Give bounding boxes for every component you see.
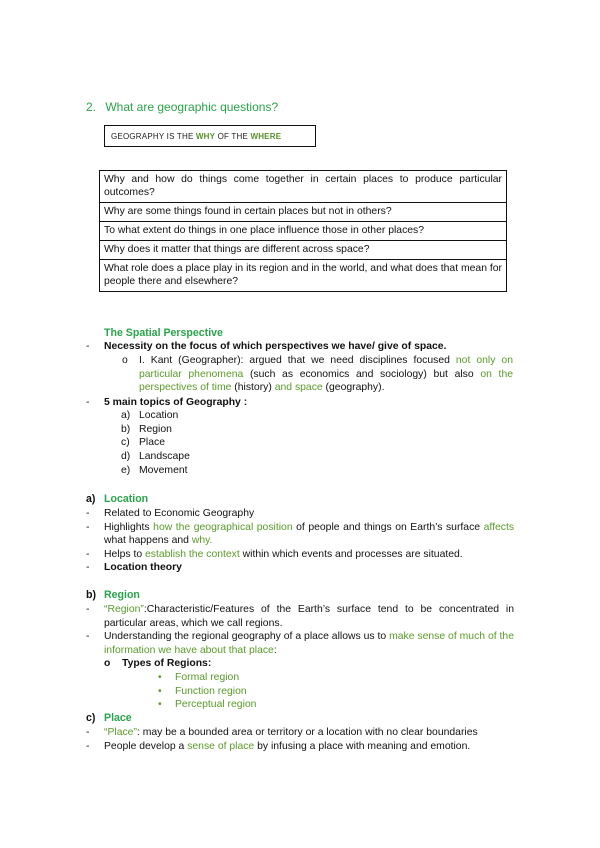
topic-marker: b) [121, 423, 131, 435]
region-type: Function region [175, 685, 247, 697]
questions-table [99, 170, 507, 292]
dash-marker: - [86, 521, 90, 533]
location-list [86, 507, 514, 575]
list-item [121, 464, 190, 478]
table-cell: Why does it matter that things are different across space? [100, 241, 507, 260]
list-item [121, 450, 190, 464]
topic-label: Movement [139, 464, 188, 476]
location-line-3 [104, 548, 463, 562]
list-item [121, 436, 190, 450]
sub-marker: o [104, 658, 111, 669]
topic-label: Place [139, 437, 165, 449]
location-title: Location [104, 493, 149, 505]
l2b: of people and things on Earth’s surface [292, 521, 484, 533]
topic-label: Location [139, 410, 179, 421]
list-item [86, 507, 514, 521]
location-heading [86, 493, 148, 505]
topics-list [121, 409, 190, 478]
region-types-list [158, 671, 256, 712]
list-item [86, 521, 514, 548]
region-list [86, 603, 514, 657]
question-title: What are geographic questions? [105, 100, 279, 114]
kant-p3: (history) [231, 382, 275, 394]
question-heading [86, 100, 278, 114]
table-cell: To what extent do things in one place influence those in other places? [100, 222, 507, 241]
dash-marker: - [86, 727, 90, 738]
location-line-1: Related to Economic Geography [104, 508, 255, 519]
banner-pre: GEOGRAPHY IS THE [111, 132, 194, 141]
dash-marker: - [86, 604, 90, 615]
l2a: Highlights [104, 521, 154, 533]
list-item [158, 698, 256, 712]
l3a: Helps to [104, 548, 146, 560]
kant-paragraph [139, 354, 513, 395]
table-row [100, 260, 507, 292]
place-l2b: by infusing a place with meaning and emotion. [254, 740, 471, 752]
place-l2a: People develop a [104, 740, 188, 752]
dash-marker: - [86, 631, 90, 643]
bullet-dot: • [158, 672, 162, 683]
l2h1: how the geographical position [153, 521, 293, 533]
region-marker: b) [86, 589, 96, 601]
dash-marker: - [86, 562, 90, 574]
region-types-heading [104, 657, 211, 671]
place-l2h: sense of place [187, 740, 255, 752]
region-heading [86, 589, 140, 601]
place-heading [86, 712, 132, 724]
dash-marker: - [86, 740, 90, 752]
location-line-2 [104, 521, 514, 548]
list-item [158, 685, 256, 699]
place-line-2 [104, 740, 470, 754]
place-title: Place [104, 712, 132, 724]
list-item [158, 671, 256, 685]
kant-h3: and space [274, 382, 323, 394]
dash-marker: - [86, 548, 90, 560]
kant-p1: I. Kant (Geographer): argued that we need disciplines focused [139, 355, 456, 366]
dash-marker: - [86, 341, 90, 352]
place-quote: “Place” [104, 727, 137, 738]
place-marker: c) [86, 712, 96, 724]
list-item [86, 630, 514, 657]
topics-title: 5 main topics of Geography : [104, 397, 248, 408]
place-line-1 [104, 726, 478, 740]
spatial-title: The Spatial Perspective [104, 327, 223, 339]
topic-label: Landscape [139, 451, 190, 463]
table-row [100, 241, 507, 260]
bullet-dot: • [158, 685, 162, 697]
dash-marker: - [86, 508, 90, 519]
region-line-2 [104, 630, 514, 657]
list-item [86, 726, 514, 740]
table-row [100, 222, 507, 241]
banner-why: WHY [195, 132, 216, 141]
l2c: what happens and [104, 535, 192, 547]
table-row [100, 203, 507, 222]
region-type: Formal region [175, 672, 240, 683]
kant-h2: on the perspectives of time [139, 368, 513, 394]
place-list [86, 726, 514, 753]
location-marker: a) [86, 493, 96, 505]
topic-marker: c) [121, 437, 130, 449]
topic-marker: e) [121, 464, 131, 476]
list-item [86, 561, 514, 575]
banner-where: WHERE [250, 132, 282, 141]
sub-marker: o [122, 355, 128, 366]
region-line-1 [104, 603, 514, 630]
region-l2b: : [273, 644, 277, 656]
question-number: 2. [86, 100, 97, 114]
region-type: Perceptual region [175, 699, 257, 711]
bullet-dot: • [158, 699, 162, 711]
region-title: Region [104, 589, 140, 601]
list-item [121, 423, 190, 437]
list-item [121, 409, 190, 423]
dash-marker: - [86, 397, 90, 408]
l2h2: affects [483, 521, 515, 533]
banner-mid: OF THE [217, 132, 249, 141]
region-quote: “Region” [104, 604, 144, 615]
region-l2a: Understanding the regional geography of a place allows us to [104, 631, 390, 643]
place-l1b: : may be a bounded area or territory or a location with no clear boundaries [136, 727, 478, 738]
l3b: within which events and processes are situated. [239, 548, 463, 560]
topic-marker: d) [121, 451, 131, 463]
list-item [86, 740, 514, 754]
l3h: establish the context [145, 548, 240, 560]
table-cell: What role does a place play in its region and in the world, and what does that mean for people there and elsewhere? [100, 260, 507, 292]
location-line-4: Location theory [104, 562, 182, 574]
kant-p2: (such as economics and sociology) but also [243, 368, 481, 380]
kant-p4: (geography). [322, 382, 385, 394]
necessity-text: Necessity on the focus of which perspectives we have/ give of space. [104, 341, 447, 352]
region-l1b: :Characteristic/Features of the Earth’s surface tend to be concentrated in particular areas, which we call regions. [104, 604, 514, 629]
table-cell: Why and how do things come together in certain places to produce particular outcomes? [100, 171, 507, 203]
table-cell: Why are some things found in certain places but not in others? [100, 203, 507, 222]
geography-banner [104, 125, 316, 147]
table-row [100, 171, 507, 203]
list-item [86, 603, 514, 630]
topic-label: Region [139, 423, 172, 435]
region-types-title: Types of Regions: [122, 658, 212, 669]
list-item [86, 548, 514, 562]
l2h3: why. [191, 535, 213, 547]
region-l2h: make sense of much of the information we have about that place [104, 631, 514, 656]
topic-marker: a) [121, 410, 131, 421]
kant-h1: not only on particular phenomena [139, 355, 513, 380]
